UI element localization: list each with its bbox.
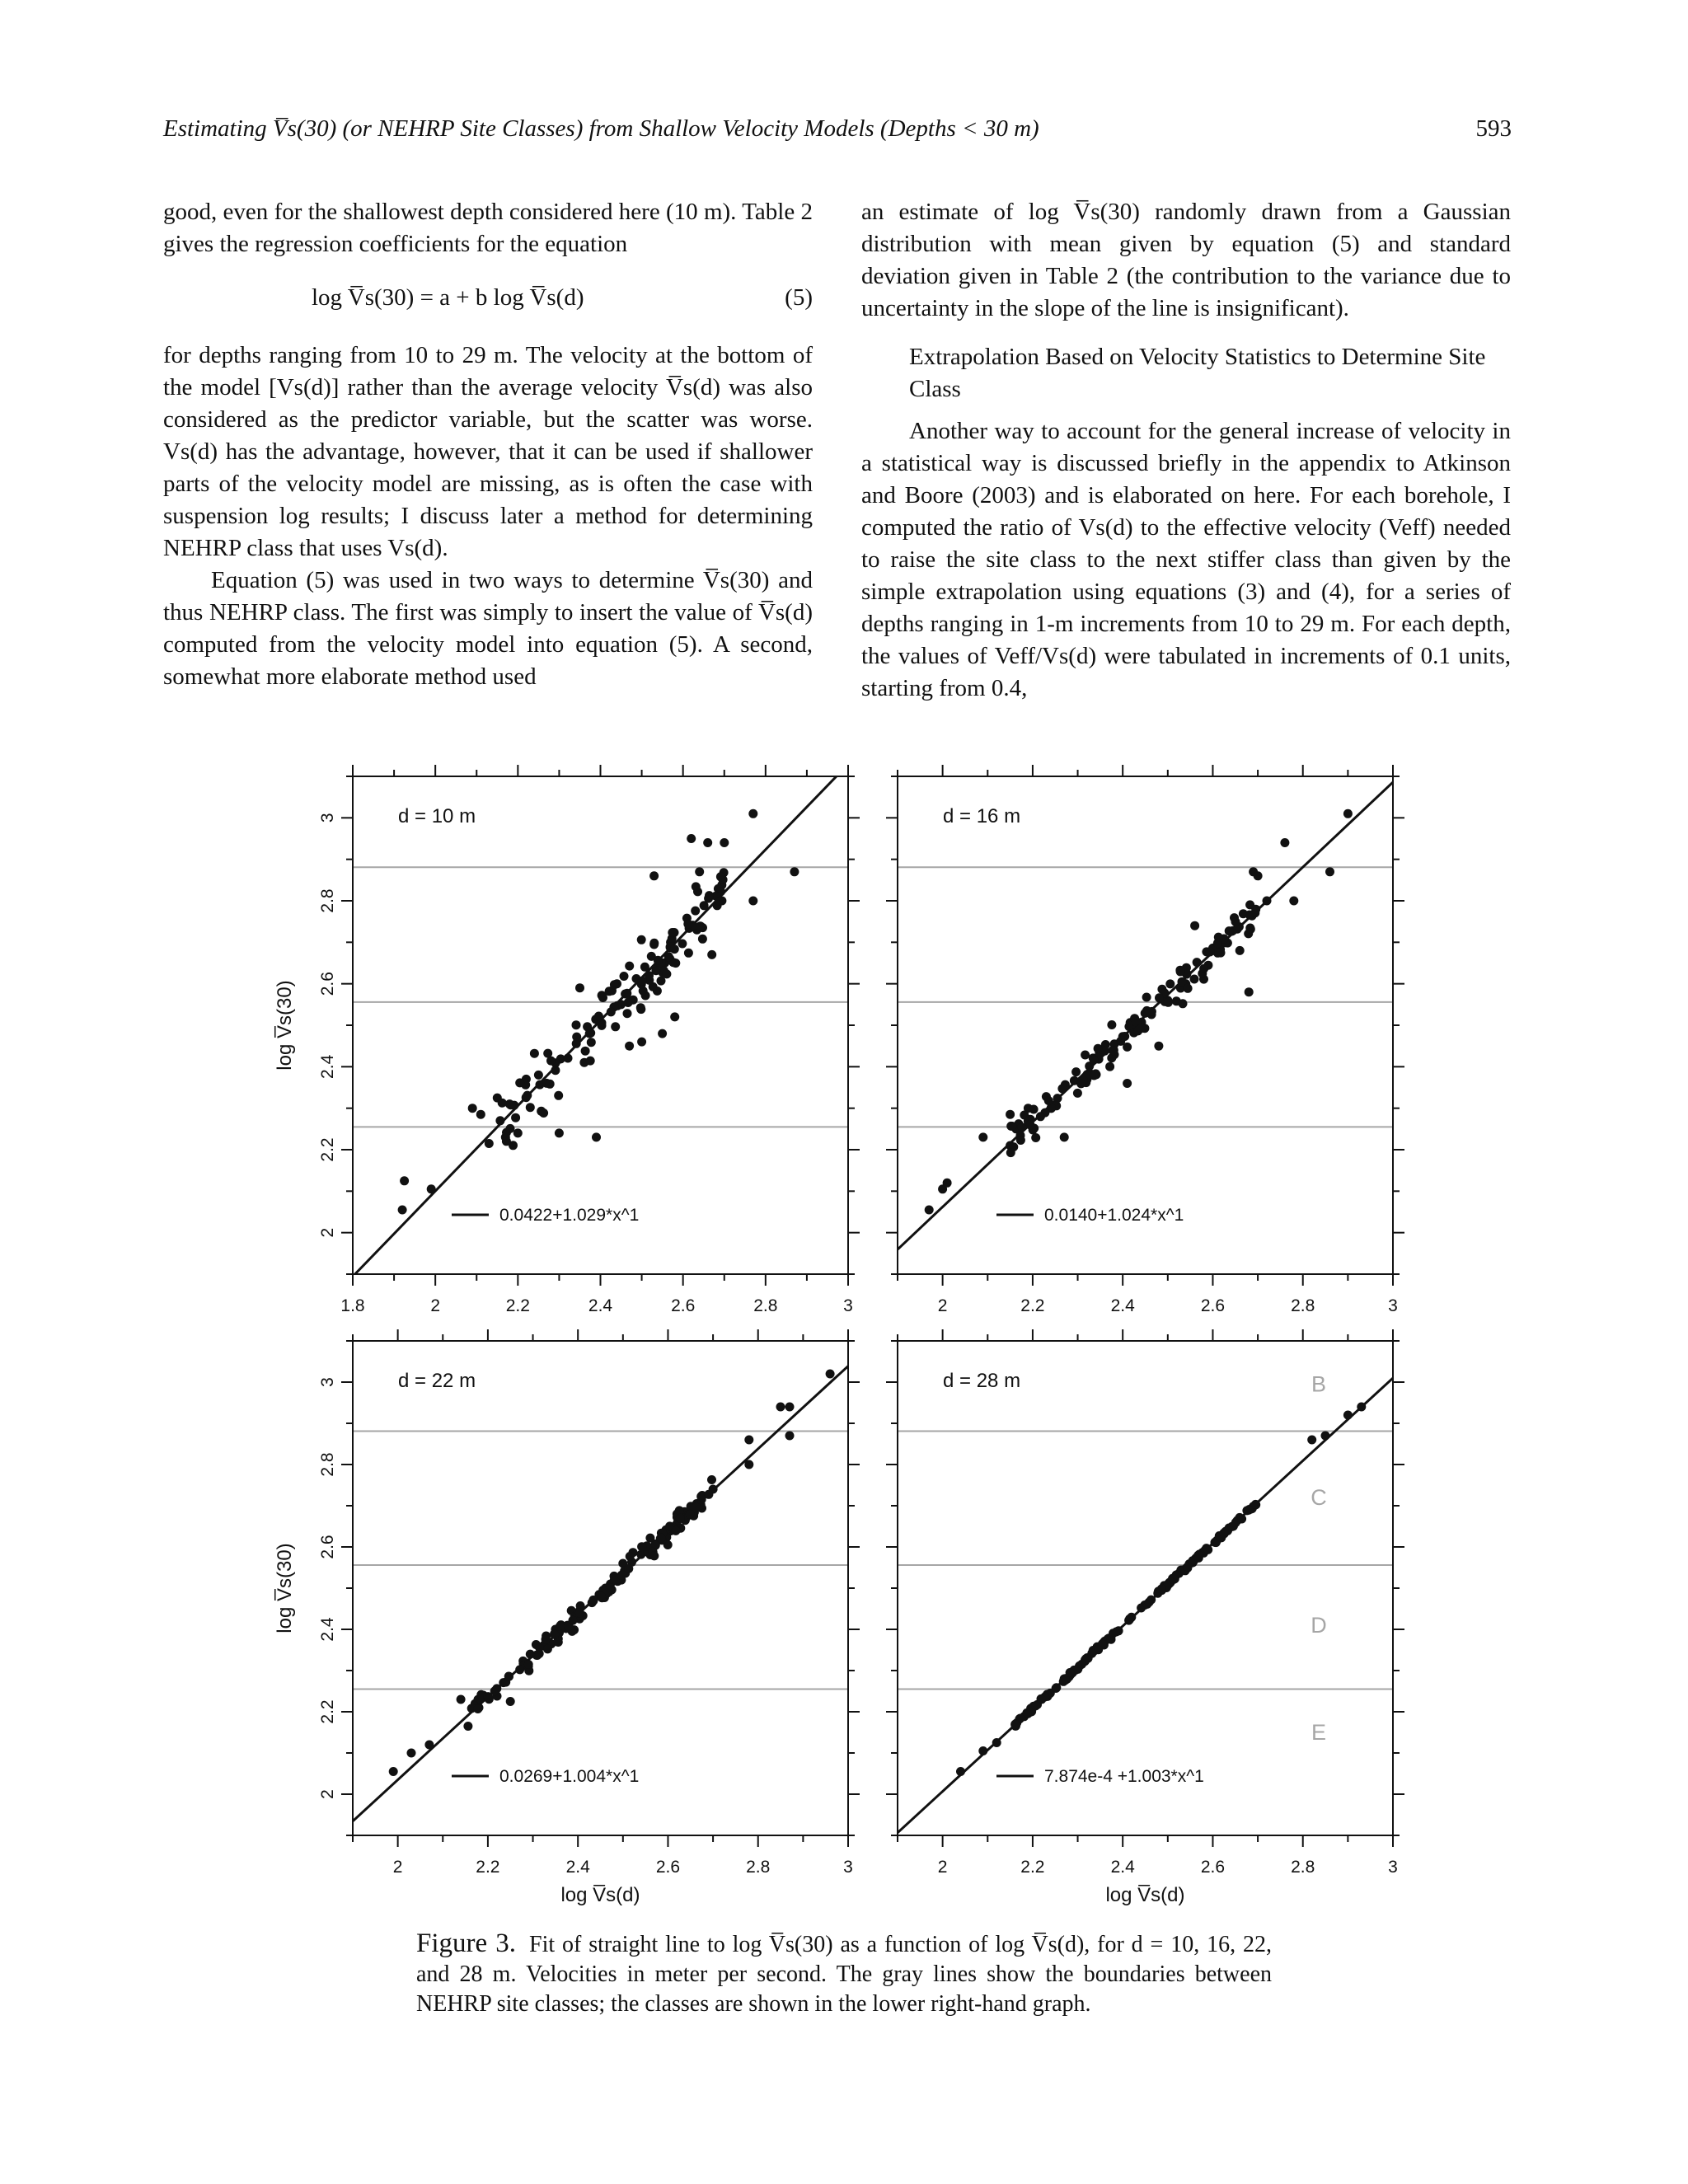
data-point <box>636 1003 645 1012</box>
running-title: Estimating V̅s(30) (or NEHRP Site Classes) from Shallow Velocity Models (Depths < 30 m) <box>163 115 1039 142</box>
data-point <box>692 1502 701 1511</box>
data-point <box>623 1009 632 1018</box>
data-point <box>1016 1136 1025 1145</box>
data-point <box>686 1510 695 1519</box>
data-point <box>1125 1615 1134 1624</box>
y-tick-label: 2.2 <box>318 1699 337 1724</box>
data-point <box>707 1475 716 1484</box>
data-point <box>716 872 725 881</box>
data-point <box>785 1432 795 1441</box>
y-tick-label: 2 <box>318 1789 337 1799</box>
data-point <box>495 1116 504 1125</box>
panel-title: d = 10 m <box>398 805 476 827</box>
data-point <box>662 969 671 978</box>
panel-title: d = 28 m <box>943 1370 1021 1392</box>
data-point <box>1090 1056 1099 1065</box>
x-tick-label: 3 <box>843 1296 853 1315</box>
data-point <box>1325 867 1334 876</box>
data-point <box>526 1103 535 1112</box>
data-point <box>617 1571 626 1580</box>
data-point <box>744 1436 753 1445</box>
x-tick-label: 2.2 <box>1020 1858 1045 1877</box>
legend-fit-equation: 0.0140+1.024*x^1 <box>1044 1206 1184 1225</box>
data-point <box>645 1534 654 1543</box>
data-point <box>1037 1694 1046 1704</box>
y-tick-label: 2.2 <box>318 1137 337 1162</box>
data-point <box>956 1767 965 1776</box>
data-point <box>1231 917 1240 926</box>
data-point <box>649 940 659 949</box>
x-tick-label: 2 <box>937 1858 948 1877</box>
data-point <box>640 963 649 972</box>
data-point <box>556 1620 565 1629</box>
x-tick-label: 1.8 <box>340 1296 365 1315</box>
data-point <box>776 1403 785 1412</box>
data-point <box>1036 1112 1045 1121</box>
data-point <box>1245 1506 1254 1515</box>
data-point <box>502 1137 511 1146</box>
data-point <box>1343 809 1353 818</box>
data-point <box>1245 911 1254 920</box>
data-point <box>657 1534 666 1543</box>
data-point <box>943 1179 952 1188</box>
x-tick-label: 2.2 <box>505 1296 530 1315</box>
data-point <box>647 952 656 961</box>
data-point <box>670 1012 679 1021</box>
data-point <box>1203 1545 1212 1554</box>
data-point <box>1205 948 1214 957</box>
x-tick-label: 2.4 <box>1110 1858 1135 1877</box>
x-tick-label: 2.8 <box>746 1858 771 1877</box>
data-point <box>1193 958 1202 967</box>
data-point <box>585 1029 594 1038</box>
data-point <box>1172 1571 1181 1580</box>
data-point <box>692 882 701 891</box>
data-point <box>785 1403 795 1412</box>
paragraph: good, even for the shallowest depth considered here (10 m). Table 2 gives the regression coefficients for the equation <box>163 199 813 257</box>
data-point <box>504 1672 513 1681</box>
data-point <box>588 1596 598 1605</box>
data-point <box>1006 1148 1015 1157</box>
data-point <box>1053 1094 1062 1103</box>
data-point <box>638 977 647 986</box>
data-point <box>524 1660 533 1669</box>
data-point <box>1357 1403 1366 1412</box>
data-point <box>569 1616 578 1625</box>
data-point <box>720 838 729 847</box>
data-point <box>1237 1515 1246 1524</box>
data-point <box>607 1007 616 1016</box>
data-point <box>1008 1122 1017 1131</box>
x-tick-label: 2.4 <box>565 1858 590 1877</box>
panel-title: d = 16 m <box>943 805 1021 827</box>
data-point <box>649 1551 659 1560</box>
data-point <box>1179 999 1188 1008</box>
data-point <box>463 1722 472 1731</box>
data-point <box>1081 1051 1090 1060</box>
paragraph: an estimate of log V̅s(30) randomly drawn from a Gaussian distribution with mean given by equation (5) and standard deviation given in Table 2 (the contribution to the variance due to uncertainty in the slope of the line is insignificant). <box>861 199 1511 321</box>
data-point <box>611 1022 620 1031</box>
data-point <box>542 1635 551 1644</box>
data-point <box>506 1100 515 1109</box>
data-point <box>1071 1067 1081 1076</box>
data-point <box>1073 1089 1082 1098</box>
data-point <box>1220 1529 1229 1538</box>
x-tick-label: 2.2 <box>1020 1296 1045 1315</box>
data-point <box>1107 1020 1116 1029</box>
data-point <box>649 871 659 880</box>
data-point <box>543 1644 552 1653</box>
data-point <box>625 962 634 971</box>
data-point <box>424 1741 434 1750</box>
data-point <box>1245 987 1254 996</box>
x-tick-label: 2.6 <box>655 1858 681 1877</box>
data-point <box>664 952 673 961</box>
plot-frame <box>898 1341 1393 1835</box>
data-point <box>671 1526 680 1535</box>
data-point <box>506 1697 515 1706</box>
figure-caption <box>416 1929 1272 2019</box>
data-point <box>515 1665 524 1674</box>
data-point <box>626 1552 635 1561</box>
data-point <box>1213 939 1222 948</box>
data-point <box>605 987 614 996</box>
x-tick-label: 2.8 <box>1291 1858 1315 1877</box>
y-tick-label: 3 <box>318 1377 337 1387</box>
data-point <box>598 1021 607 1030</box>
data-point <box>683 920 692 929</box>
x-tick-label: 2.8 <box>1291 1296 1315 1315</box>
data-point <box>389 1767 398 1776</box>
data-point <box>554 1091 563 1100</box>
data-point <box>1190 921 1199 930</box>
data-point <box>1044 1096 1053 1105</box>
data-point <box>1090 1071 1099 1080</box>
x-axis-label: log V̅s(d) <box>1105 1884 1185 1906</box>
data-point <box>637 935 646 944</box>
data-point <box>1137 1024 1146 1033</box>
data-point <box>1120 1032 1129 1041</box>
data-point <box>625 1042 634 1051</box>
data-point <box>1142 1006 1151 1015</box>
data-point <box>658 1029 667 1038</box>
data-point <box>691 907 700 916</box>
data-point <box>707 950 716 959</box>
x-tick-label: 2 <box>430 1296 441 1315</box>
data-point <box>1225 926 1234 935</box>
panel-title: d = 22 m <box>398 1370 476 1392</box>
data-point <box>473 1704 482 1713</box>
data-point <box>978 1746 987 1755</box>
data-point <box>1321 1432 1330 1441</box>
data-point <box>790 867 799 876</box>
data-point <box>715 897 724 906</box>
data-point <box>1199 964 1208 973</box>
data-point <box>637 1038 646 1047</box>
y-tick-label: 2 <box>318 1227 337 1238</box>
data-point <box>1194 1554 1203 1563</box>
y-axis-label: log V̅s(30) <box>274 980 296 1071</box>
paragraph: for depths ranging from 10 to 29 m. The velocity at the bottom of the model [Vs(d)] rather than the average velocity V̅s(d) was also considered as the predictor variable, but the scatter was worse. Vs(d) has the advantage, however, that it can be used if shallower parts of the velocity model are missing, as is often the case with suspension log results; I discuss later a method for determining NEHRP class that uses Vs(d). <box>163 342 813 561</box>
data-point <box>592 1132 601 1141</box>
x-tick-label: 2 <box>937 1296 948 1315</box>
data-point <box>1031 1133 1040 1142</box>
data-point <box>400 1176 409 1185</box>
data-point <box>468 1104 477 1113</box>
y-tick-label: 2.4 <box>318 1617 337 1642</box>
data-point <box>581 1047 590 1056</box>
data-point <box>670 944 679 954</box>
data-point <box>748 809 757 818</box>
data-point <box>530 1049 539 1058</box>
data-point <box>684 949 693 958</box>
data-point <box>537 1107 546 1116</box>
y-tick-label: 3 <box>318 813 337 823</box>
data-point <box>651 966 660 975</box>
x-tick-label: 2.6 <box>1200 1296 1226 1315</box>
caption-label: Figure 3. <box>416 1929 517 1958</box>
paragraph: Another way to account for the general increase of velocity in a statistical way is discussed briefly in the appendix to Atkinson and Boore (2003) and is elaborated on here. For each borehole, I computed the ratio of Vs(d) to the effective velocity (Veff) needed to raise the site class to the next stiffer class than given by the simple extrapolation using equations (3) and (4), for a series of depths ranging in 1-m increments from 10 to 29 m. For each depth, the values of Veff/Vs(d) were tabulated in increments of 0.1 units, starting from 0.4, <box>861 418 1511 701</box>
data-point <box>515 1078 524 1087</box>
x-tick-label: 2.4 <box>588 1296 613 1315</box>
equation-body: log V̅s(30) = a + b log V̅s(d) <box>312 284 584 311</box>
data-point <box>1057 1084 1067 1093</box>
y-tick-label: 2.6 <box>318 1535 337 1559</box>
caption-text: Fit of straight line to log V̅s(30) as a function of log V̅s(d), for d = 10, 16, 22, and 28 m. Velocities in meter per second. The gray lines show the boundaries between NEHRP site classes; the classes are shown in the lower right-hand graph. <box>416 1932 1272 2017</box>
data-point <box>826 1370 835 1379</box>
data-point <box>1006 1110 1015 1119</box>
x-tick-label: 2.6 <box>671 1296 696 1315</box>
data-point <box>1145 1598 1154 1607</box>
data-point <box>506 1124 515 1133</box>
y-tick-label: 2.8 <box>318 1452 337 1477</box>
site-class-label: D <box>1311 1613 1327 1638</box>
data-point <box>586 1057 595 1066</box>
paragraph: Equation (5) was used in two ways to determine V̅s(30) and thus NEHRP class. The first was simply to insert the value of V̅s(d) computed from the velocity model into equation (5). A second, somewhat more elaborate method used <box>163 567 813 690</box>
data-point <box>1029 1105 1039 1114</box>
data-point <box>668 928 677 937</box>
data-point <box>1307 1436 1316 1445</box>
site-class-label: C <box>1311 1485 1327 1510</box>
data-point <box>1190 975 1199 984</box>
data-point <box>678 940 687 949</box>
data-point <box>575 1609 584 1618</box>
data-point <box>624 1564 633 1573</box>
data-point <box>555 1128 564 1137</box>
equation-number: (5) <box>785 284 813 311</box>
data-point <box>687 834 696 843</box>
data-point <box>1087 1649 1096 1658</box>
data-point <box>513 1128 523 1137</box>
data-point <box>704 1490 713 1499</box>
data-point <box>1066 1668 1075 1677</box>
data-point <box>1280 838 1289 847</box>
data-point <box>1289 897 1298 906</box>
data-point <box>535 1643 544 1652</box>
data-point <box>476 1110 485 1119</box>
x-tick-label: 2.8 <box>753 1296 778 1315</box>
data-point <box>1263 897 1272 906</box>
data-point <box>1105 1062 1114 1071</box>
data-point <box>1052 1683 1061 1692</box>
data-point <box>1165 979 1175 988</box>
data-point <box>485 1694 494 1704</box>
data-point <box>1227 1522 1236 1531</box>
data-point <box>1184 1563 1193 1572</box>
data-point <box>705 891 714 900</box>
data-point <box>1022 1708 1031 1718</box>
data-point <box>550 1630 559 1639</box>
data-point <box>1060 1132 1069 1141</box>
page-number: 593 <box>1475 115 1512 142</box>
data-point <box>1254 871 1263 880</box>
data-point <box>695 867 704 876</box>
data-point <box>1245 924 1254 933</box>
data-point <box>626 996 635 1005</box>
x-tick-label: 2.2 <box>476 1858 500 1877</box>
data-point <box>597 1592 606 1601</box>
data-point <box>546 1080 555 1089</box>
x-tick-label: 2.4 <box>1110 1296 1135 1315</box>
data-point <box>1094 1044 1103 1053</box>
data-point <box>587 1038 596 1047</box>
data-point <box>676 1514 685 1523</box>
data-point <box>696 921 705 930</box>
data-point <box>1123 1079 1132 1088</box>
data-point <box>703 838 712 847</box>
data-point <box>1154 1042 1163 1051</box>
data-point <box>1059 1677 1068 1686</box>
x-tick-label: 3 <box>1388 1858 1398 1877</box>
data-point <box>572 1039 581 1048</box>
data-point <box>1108 1046 1117 1055</box>
data-point <box>1343 1411 1353 1420</box>
legend-fit-equation: 7.874e-4 +1.003*x^1 <box>1044 1767 1204 1786</box>
data-point <box>1114 1626 1123 1635</box>
site-class-label: E <box>1311 1720 1327 1745</box>
data-point <box>744 1460 753 1469</box>
y-axis-label: log V̅s(30) <box>274 1543 296 1633</box>
data-point <box>1025 1120 1034 1129</box>
x-axis-label: log V̅s(d) <box>560 1884 640 1906</box>
x-tick-label: 3 <box>843 1858 853 1877</box>
data-point <box>575 983 584 992</box>
data-point <box>675 1506 684 1515</box>
data-point <box>523 1091 532 1100</box>
data-point <box>925 1206 934 1215</box>
data-point <box>594 1012 603 1021</box>
y-tick-label: 2.4 <box>318 1054 337 1079</box>
legend-fit-equation: 0.0422+1.029*x^1 <box>499 1206 640 1225</box>
data-point <box>992 1738 1001 1747</box>
data-point <box>1184 984 1193 993</box>
x-tick-label: 3 <box>1388 1296 1398 1315</box>
data-point <box>498 1099 507 1108</box>
section-subheading: Extrapolation Based on Velocity Statistics to Determine Site Class <box>909 344 1486 402</box>
data-point <box>546 1057 556 1066</box>
data-point <box>620 972 629 981</box>
data-point <box>572 1020 581 1029</box>
x-tick-label: 2.6 <box>1200 1858 1226 1877</box>
data-point <box>1010 1720 1020 1729</box>
data-point <box>534 1071 543 1080</box>
legend-fit-equation: 0.0269+1.004*x^1 <box>499 1767 640 1786</box>
y-tick-label: 2.6 <box>318 972 337 996</box>
data-point <box>526 1650 535 1659</box>
data-point <box>637 1542 646 1551</box>
data-point <box>1142 993 1151 1002</box>
data-point <box>1176 968 1185 977</box>
data-point <box>978 1132 987 1141</box>
data-point <box>698 935 707 944</box>
data-point <box>407 1749 416 1758</box>
x-tick-label: 2 <box>392 1858 403 1877</box>
data-point <box>511 1113 520 1122</box>
data-point <box>564 1054 573 1063</box>
data-point <box>1157 1585 1166 1594</box>
y-tick-label: 2.8 <box>318 888 337 913</box>
site-class-label: B <box>1311 1371 1327 1397</box>
data-point <box>1076 1079 1085 1088</box>
data-point <box>1236 946 1245 955</box>
data-point <box>427 1184 436 1193</box>
data-point <box>1164 998 1173 1007</box>
data-point <box>457 1695 466 1704</box>
data-point <box>1155 993 1164 1002</box>
data-point <box>748 897 757 906</box>
data-point <box>485 1139 494 1148</box>
data-point <box>398 1206 407 1215</box>
data-point <box>1217 949 1226 958</box>
